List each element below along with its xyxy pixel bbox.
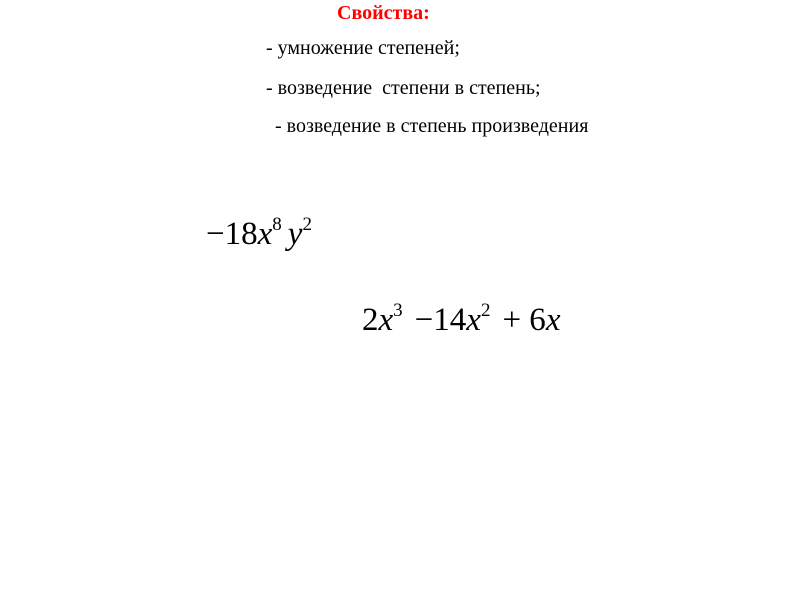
property-power-of-product: - возведение в степень произведения [275, 115, 589, 137]
polynomial-term3-variable: x [545, 302, 561, 338]
polynomial-term3-coefficient: + 6 [502, 302, 546, 338]
polynomial-term2-exponent: 2 [480, 300, 491, 321]
expression-polynomial [362, 300, 561, 338]
polynomial-term2-variable: x [466, 302, 481, 338]
polynomial-term1-exponent: 3 [393, 300, 403, 321]
expression-monomial [206, 214, 312, 252]
monomial-variable-y: y [287, 216, 303, 252]
polynomial-term2-coefficient: −14 [414, 302, 467, 338]
monomial-variable-x: x [257, 216, 273, 252]
polynomial-term1-variable: x [378, 302, 394, 338]
property-power-of-power: - возведение степени в степень; [266, 77, 541, 99]
properties-heading: Свойства: [337, 2, 430, 24]
polynomial-term1-coefficient: 2 [362, 302, 379, 338]
property-power-multiplication: - умножение степеней; [266, 37, 460, 59]
monomial-exponent-x: 8 [272, 214, 282, 235]
monomial-exponent-y: 2 [302, 214, 312, 235]
monomial-coefficient: −18 [206, 216, 258, 252]
